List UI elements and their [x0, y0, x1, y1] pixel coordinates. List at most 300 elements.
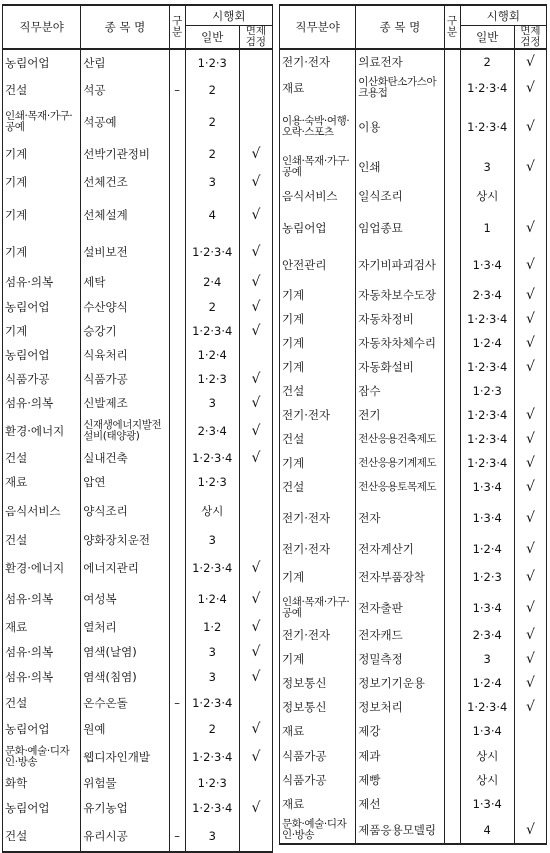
general-cell: 2 — [185, 140, 239, 167]
division-cell — [444, 816, 460, 844]
exempt-check-cell — [239, 771, 272, 795]
division-cell — [444, 451, 460, 475]
table-row — [3, 234, 273, 270]
header-name: 종 목 명 — [356, 5, 444, 49]
division-cell: – — [169, 75, 185, 104]
exempt-check-cell: √ — [514, 561, 546, 593]
field-cell: 건설 — [5, 451, 28, 465]
division-cell — [169, 196, 185, 234]
field-cell: 문화·예술·디자인·방송 — [5, 744, 70, 768]
division-cell — [444, 403, 460, 427]
general-cell: 1·2·3 — [460, 379, 514, 403]
exempt-check-cell: √ — [514, 647, 546, 671]
field-cell: 안전관리 — [282, 258, 327, 272]
division-cell — [444, 647, 460, 671]
general-cell: 2·3·4 — [185, 415, 239, 446]
field-cell: 식품가공 — [282, 748, 327, 763]
field-cell: 정보통신 — [282, 700, 327, 714]
name-cell: 승강기 — [81, 319, 169, 343]
table-row — [280, 816, 547, 844]
header-field: 직무분야 — [3, 5, 81, 49]
field-cell: 전기·전자 — [282, 408, 331, 422]
name-cell: 수산양식 — [81, 294, 169, 319]
table-row — [280, 73, 547, 103]
name-cell: 식품가공 — [81, 367, 169, 391]
table-row — [280, 283, 547, 307]
table-row — [280, 792, 547, 816]
table-row — [3, 367, 273, 391]
table-row — [3, 49, 273, 75]
header-field: 직무분야 — [280, 5, 356, 49]
name-cell: 자동차보수도장 — [356, 283, 444, 307]
field-cell: 건설 — [5, 829, 28, 843]
general-cell: 3 — [460, 647, 514, 671]
table-row — [280, 475, 547, 499]
general-cell: 1·2·4 — [460, 331, 514, 355]
name-cell: 신재생에너지발전설비(태양광) — [81, 415, 169, 446]
field-cell: 건설 — [5, 533, 28, 547]
general-cell: 1·2·3·4 — [460, 427, 514, 451]
table-row — [280, 331, 547, 355]
field-cell: 기계 — [282, 336, 305, 350]
exempt-check-cell: √ — [239, 319, 272, 343]
table-row — [3, 75, 273, 104]
name-cell: 제강 — [356, 719, 444, 743]
exempt-check-cell: √ — [239, 196, 272, 234]
division-cell — [169, 343, 185, 367]
field-cell: 기계 — [5, 245, 28, 259]
general-cell: 1·2·3 — [185, 771, 239, 795]
name-cell: 실내건축 — [81, 446, 169, 470]
field-cell: 기계 — [5, 146, 28, 161]
exempt-check-cell: √ — [239, 795, 272, 821]
division-cell — [169, 795, 185, 821]
name-cell: 전자출판 — [356, 593, 444, 623]
header-exempt: 면제검정 — [239, 26, 272, 50]
general-cell: 1·2 — [185, 614, 239, 639]
table-row — [280, 623, 547, 647]
general-cell: 1·2·3·4 — [185, 552, 239, 584]
table-row — [3, 716, 273, 742]
name-cell: 선체건조 — [81, 167, 169, 196]
division-cell — [169, 140, 185, 167]
table-row — [280, 427, 547, 451]
table-row — [280, 647, 547, 671]
division-cell — [444, 719, 460, 743]
exempt-check-cell: √ — [514, 103, 546, 151]
general-cell: 2 — [185, 104, 239, 140]
table-row — [3, 552, 273, 584]
exempt-check-cell: √ — [239, 391, 272, 415]
table-row — [280, 593, 547, 623]
division-cell — [444, 475, 460, 499]
table-row — [280, 743, 547, 768]
division-cell — [444, 743, 460, 768]
schedule-table-right — [279, 4, 547, 845]
division-cell — [169, 446, 185, 470]
exempt-check-cell: √ — [514, 451, 546, 475]
table-row — [280, 379, 547, 403]
exempt-check-cell: √ — [514, 307, 546, 331]
exempt-check-cell: √ — [239, 140, 272, 167]
name-cell: 이산화탄소가스아크용접 — [356, 73, 444, 103]
general-cell: 3 — [185, 528, 239, 552]
exempt-check-cell: √ — [239, 367, 272, 391]
division-cell — [444, 355, 460, 379]
division-cell — [444, 247, 460, 283]
field-cell: 문화·예술·디자인·방송 — [282, 817, 347, 841]
name-cell: 양식조리 — [81, 494, 169, 528]
division-cell — [444, 561, 460, 593]
general-cell: 3 — [185, 821, 239, 852]
division-cell — [444, 183, 460, 209]
exempt-check-cell: √ — [514, 73, 546, 103]
table-row — [280, 451, 547, 475]
table-row — [3, 391, 273, 415]
table-row — [3, 167, 273, 196]
division-cell — [169, 614, 185, 639]
division-cell — [169, 552, 185, 584]
general-cell: 3 — [185, 167, 239, 196]
name-cell: 자동차정비 — [356, 307, 444, 331]
division-cell — [169, 470, 185, 494]
field-cell: 재료 — [5, 619, 28, 634]
general-cell: 3 — [460, 151, 514, 183]
exempt-check-cell: √ — [514, 537, 546, 561]
division-cell — [444, 537, 460, 561]
header-name: 종 목 명 — [81, 5, 169, 49]
exempt-check-cell: √ — [514, 695, 546, 719]
table-row — [3, 104, 273, 140]
division-cell — [169, 639, 185, 664]
exempt-check-cell — [239, 343, 272, 367]
general-cell: 3 — [185, 664, 239, 690]
table-row — [3, 690, 273, 716]
division-cell — [444, 623, 460, 647]
general-cell: 1·2·4 — [460, 537, 514, 561]
general-cell: 1·2·3·4 — [185, 319, 239, 343]
division-cell — [444, 379, 460, 403]
name-cell: 정보기기운용 — [356, 671, 444, 695]
field-cell: 음식서비스 — [282, 189, 338, 203]
division-cell — [444, 73, 460, 103]
name-cell: 선체설계 — [81, 196, 169, 234]
field-cell: 기계 — [5, 174, 28, 189]
division-cell — [169, 716, 185, 742]
field-cell: 이용·숙박·여행·오락·스포츠 — [282, 115, 350, 138]
name-cell: 전산응용건축제도 — [356, 427, 444, 451]
field-cell: 화학 — [5, 776, 28, 790]
name-cell: 제선 — [356, 792, 444, 816]
general-cell: 2 — [185, 716, 239, 742]
name-cell: 유기농업 — [81, 795, 169, 821]
field-cell: 식품가공 — [282, 773, 327, 787]
exempt-check-cell: √ — [239, 294, 272, 319]
division-cell — [169, 584, 185, 614]
name-cell: 석공 — [81, 75, 169, 104]
field-cell: 농림어업 — [282, 221, 327, 235]
table-row — [3, 446, 273, 470]
exempt-check-cell: √ — [239, 446, 272, 470]
general-cell: 1·3·4 — [460, 593, 514, 623]
general-cell: 1·2·3·4 — [185, 795, 239, 821]
field-cell: 섬유·의복 — [5, 396, 54, 410]
exempt-check-cell: √ — [239, 167, 272, 196]
division-cell — [444, 209, 460, 247]
exempt-check-cell — [514, 183, 546, 209]
general-cell: 2·3·4 — [460, 283, 514, 307]
name-cell: 의료전자 — [356, 49, 444, 73]
name-cell: 자동차차체수리 — [356, 331, 444, 355]
field-cell: 농림어업 — [5, 55, 50, 70]
name-cell: 전기 — [356, 403, 444, 427]
division-cell — [444, 427, 460, 451]
exempt-check-cell — [514, 743, 546, 768]
general-cell: 상시 — [460, 183, 514, 209]
field-cell: 재료 — [5, 475, 28, 489]
exempt-check-cell: √ — [514, 283, 546, 307]
division-cell — [444, 283, 460, 307]
field-cell: 기계 — [282, 360, 305, 374]
name-cell: 전자 — [356, 499, 444, 537]
field-cell: 건설 — [282, 384, 305, 398]
field-cell: 인쇄·목재·가구·공예 — [282, 596, 350, 619]
schedule-table-left — [2, 4, 273, 853]
division-cell — [169, 742, 185, 771]
division-cell — [444, 593, 460, 623]
table-row — [280, 183, 547, 209]
general-cell: 1·2·3·4 — [460, 103, 514, 151]
exempt-check-cell: √ — [514, 475, 546, 499]
general-cell: 2 — [185, 294, 239, 319]
exempt-check-cell: √ — [514, 499, 546, 537]
name-cell: 전자계산기 — [356, 537, 444, 561]
field-cell: 섬유·의복 — [5, 592, 54, 606]
table-row — [280, 768, 547, 792]
field-cell: 기계 — [282, 456, 305, 470]
division-cell: – — [169, 690, 185, 716]
name-cell: 원예 — [81, 716, 169, 742]
name-cell: 산림 — [81, 49, 169, 75]
table-row — [3, 140, 273, 167]
division-cell — [444, 307, 460, 331]
exempt-check-cell: √ — [239, 270, 272, 294]
field-cell: 기계 — [282, 312, 305, 326]
table-row — [280, 307, 547, 331]
division-cell — [169, 319, 185, 343]
field-cell: 기계 — [282, 288, 305, 302]
field-cell: 건설 — [282, 480, 305, 494]
general-cell: 1·2·3 — [185, 470, 239, 494]
field-cell: 기계 — [5, 208, 28, 222]
field-cell: 전기·전자 — [282, 628, 331, 642]
name-cell: 양화장치운전 — [81, 528, 169, 552]
name-cell: 온수온돌 — [81, 690, 169, 716]
header-exempt: 면제검정 — [514, 26, 546, 50]
field-cell: 전기·전자 — [282, 542, 331, 556]
general-cell: 1·2·3 — [185, 49, 239, 75]
general-cell: 1·2·3·4 — [460, 695, 514, 719]
division-cell — [169, 49, 185, 75]
name-cell: 정보처리 — [356, 695, 444, 719]
division-cell — [169, 415, 185, 446]
table-row — [280, 561, 547, 593]
field-cell: 환경·에너지 — [5, 423, 65, 438]
field-cell: 인쇄·목재·가구·공예 — [5, 110, 73, 133]
division-cell — [444, 792, 460, 816]
field-cell: 기계 — [282, 652, 305, 666]
name-cell: 설비보전 — [81, 234, 169, 270]
general-cell: 2 — [460, 49, 514, 73]
name-cell: 여성복 — [81, 584, 169, 614]
table-row — [280, 151, 547, 183]
general-cell: 2·3·4 — [460, 623, 514, 647]
division-cell — [169, 664, 185, 690]
exempt-check-cell: √ — [514, 403, 546, 427]
field-cell: 재료 — [282, 81, 305, 95]
table-row — [280, 719, 547, 743]
division-cell — [169, 294, 185, 319]
exempt-check-cell: √ — [514, 816, 546, 844]
exempt-check-cell: √ — [514, 331, 546, 355]
table-row — [3, 319, 273, 343]
name-cell: 유리시공 — [81, 821, 169, 852]
general-cell: 1·2·3·4 — [185, 690, 239, 716]
general-cell: 3 — [185, 639, 239, 664]
exempt-check-cell: √ — [239, 614, 272, 639]
division-cell — [444, 49, 460, 73]
exempt-check-cell: √ — [514, 209, 546, 247]
exempt-check-cell — [239, 690, 272, 716]
name-cell: 인쇄 — [356, 151, 444, 183]
name-cell: 일식조리 — [356, 183, 444, 209]
general-cell: 1·3·4 — [460, 792, 514, 816]
general-cell: 1·2·4 — [185, 343, 239, 367]
table-row — [280, 355, 547, 379]
division-cell — [444, 103, 460, 151]
field-cell: 식품가공 — [5, 372, 50, 386]
general-cell: 1 — [460, 209, 514, 247]
general-cell: 1·2·3·4 — [185, 446, 239, 470]
name-cell: 전자부품장착 — [356, 561, 444, 593]
general-cell: 상시 — [460, 743, 514, 768]
field-cell: 농림어업 — [5, 801, 50, 815]
general-cell: 1·2·3·4 — [460, 403, 514, 427]
general-cell: 1·2·3·4 — [460, 73, 514, 103]
header-exam-round: 시행회 — [185, 5, 272, 26]
name-cell: 전산응용기계제도 — [356, 451, 444, 475]
table-row — [3, 664, 273, 690]
field-cell: 기계 — [5, 324, 28, 338]
general-cell: 1·2·4 — [460, 671, 514, 695]
name-cell: 자동화설비 — [356, 355, 444, 379]
field-cell: 기계 — [282, 570, 305, 584]
name-cell: 임업종묘 — [356, 209, 444, 247]
table-row — [3, 821, 273, 852]
general-cell: 1·2·3·4 — [460, 451, 514, 475]
table-row — [280, 247, 547, 283]
exempt-check-cell — [239, 49, 272, 75]
general-cell: 1·2·3 — [185, 367, 239, 391]
field-cell: 재료 — [282, 724, 305, 738]
field-cell: 섬유·의복 — [5, 275, 54, 289]
table-row — [3, 614, 273, 639]
general-cell: 3 — [185, 391, 239, 415]
name-cell: 제품응용모델링 — [356, 816, 444, 844]
general-cell: 1·2·3·4 — [185, 234, 239, 270]
name-cell: 이용 — [356, 103, 444, 151]
name-cell: 위험물 — [81, 771, 169, 795]
table-row — [280, 671, 547, 695]
division-cell — [169, 528, 185, 552]
exempt-check-cell — [514, 792, 546, 816]
general-cell: 1·2·4 — [185, 584, 239, 614]
general-cell: 2·4 — [185, 270, 239, 294]
division-cell — [444, 151, 460, 183]
field-cell: 섬유·의복 — [5, 644, 54, 659]
name-cell: 정밀측정 — [356, 647, 444, 671]
exempt-check-cell: √ — [239, 234, 272, 270]
division-cell — [169, 167, 185, 196]
table-row — [280, 499, 547, 537]
name-cell: 전산응용토목제도 — [356, 475, 444, 499]
exempt-check-cell: √ — [239, 584, 272, 614]
header-general: 일반 — [185, 26, 239, 50]
field-cell: 농림어업 — [5, 348, 50, 362]
name-cell: 전자캐드 — [356, 623, 444, 647]
field-cell: 전기·전자 — [282, 511, 331, 525]
field-cell: 인쇄·목재·가구·공예 — [282, 155, 350, 178]
field-cell: 섬유·의복 — [5, 670, 54, 684]
division-cell — [444, 331, 460, 355]
general-cell: 1·2·3 — [460, 561, 514, 593]
exempt-check-cell — [239, 470, 272, 494]
division-cell: – — [169, 821, 185, 852]
name-cell: 신발제조 — [81, 391, 169, 415]
field-cell: 농림어업 — [5, 299, 50, 314]
exempt-check-cell: √ — [514, 623, 546, 647]
general-cell: 1·2·3·4 — [185, 742, 239, 771]
division-cell — [169, 771, 185, 795]
division-cell — [169, 234, 185, 270]
field-cell: 전기·전자 — [282, 54, 331, 69]
exempt-check-cell: √ — [239, 742, 272, 771]
exempt-check-cell: √ — [239, 415, 272, 446]
general-cell: 상시 — [460, 768, 514, 792]
table-row — [3, 494, 273, 528]
exempt-check-cell: √ — [239, 716, 272, 742]
name-cell: 식육처리 — [81, 343, 169, 367]
table-row — [280, 403, 547, 427]
exempt-check-cell — [239, 75, 272, 104]
field-cell: 농림어업 — [5, 722, 50, 736]
field-cell: 정보통신 — [282, 676, 327, 690]
division-cell — [444, 768, 460, 792]
exempt-check-cell: √ — [514, 593, 546, 623]
exempt-check-cell — [239, 104, 272, 140]
exempt-check-cell: √ — [239, 552, 272, 584]
exempt-check-cell: √ — [514, 427, 546, 451]
name-cell: 선박기관정비 — [81, 140, 169, 167]
table-row — [3, 294, 273, 319]
field-cell: 건설 — [5, 696, 28, 710]
table-row — [3, 795, 273, 821]
field-cell: 환경·에너지 — [5, 561, 65, 575]
field-cell: 재료 — [282, 797, 305, 811]
table-row — [3, 415, 273, 446]
exempt-check-cell: √ — [514, 247, 546, 283]
header-exam-round: 시행회 — [460, 5, 546, 26]
